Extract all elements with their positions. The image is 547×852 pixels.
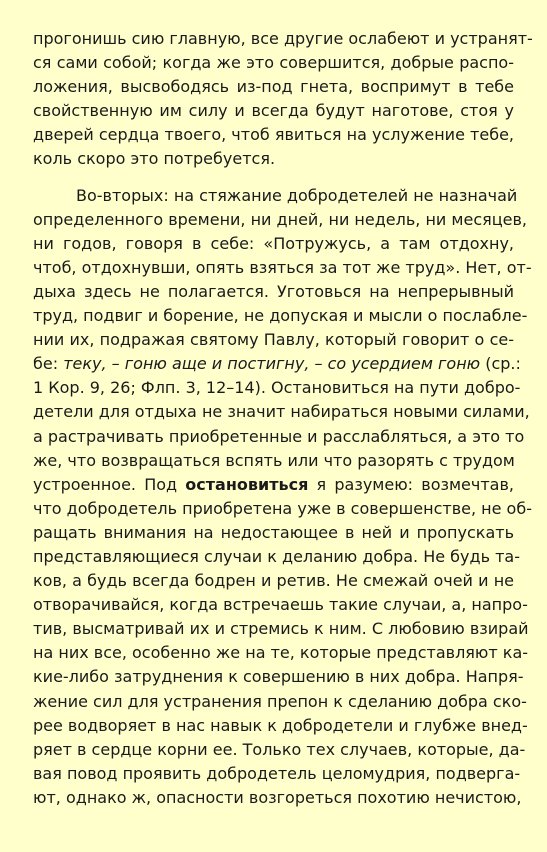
- text-segment: отворачивайся, когда встречаешь такие случаи, а, напро-: [33, 595, 528, 615]
- text-segment: же, что возвращаться вспять или что разорять с трудом: [33, 450, 515, 470]
- text-segment: ют, однако ж, опасности возгореться похотию нечистою,: [33, 787, 522, 807]
- text-line: [33, 449, 514, 473]
- text-line: [33, 714, 528, 738]
- text-line: [33, 99, 514, 123]
- text-segment: ращать внимания на недостающее в ней и пропускать: [33, 522, 514, 542]
- text-segment: Во-вторых: на стяжание добродетелей не назначай: [76, 185, 518, 205]
- text-segment: ни годов, говоря в себе: «Потружусь, а там отдохну,: [33, 233, 514, 253]
- text-line: [33, 256, 532, 280]
- text-line: [33, 184, 518, 208]
- text-line: [33, 232, 514, 256]
- text-line: [33, 617, 529, 641]
- text-line: [33, 208, 527, 232]
- text-line: [33, 400, 530, 424]
- text-segment: жение сил для устранения препон к сделанию добра ско-: [33, 691, 527, 711]
- text-segment: ков, а будь всегда бодрен и ретив. Не смежай очей и не: [33, 571, 514, 591]
- text-segment: нии их, подражая святому Павлу, который говорит о се-: [33, 330, 514, 350]
- text-segment: свойственную им силу и всегда будут наготове, стоя у: [33, 101, 514, 121]
- text-line: [33, 328, 514, 352]
- paragraph: [33, 27, 533, 172]
- text-line: [33, 521, 514, 545]
- text-segment: чтоб, отдохнувши, опять взяться за тот же труд». Нет, от-: [33, 257, 532, 277]
- text-line: [33, 27, 533, 51]
- text-line: [33, 545, 520, 569]
- text-segment: 1 Кор. 9, 26; Флп. 3, 12–14). Остановиться на пути добро-: [33, 378, 521, 398]
- text-line: [33, 304, 528, 328]
- text-segment: тив, высматривай их и стремись к ним. С любовию взирай: [33, 619, 529, 639]
- text-segment: (ср.:: [480, 354, 521, 374]
- text-segment: вая повод проявить добродетель целомудрия, подверга-: [33, 763, 521, 783]
- text-segment: представляющиеся случаи к деланию добра. Не будь та-: [33, 546, 520, 566]
- text-segment: устроенное. Под: [33, 474, 186, 494]
- text-segment: я разумею: возмечтав,: [308, 474, 514, 494]
- text-segment: дверей сердца твоего, чтоб явиться на услужение тебе,: [33, 125, 514, 145]
- text-segment: дыха здесь не полагается. Уготовься на непрерывный: [33, 281, 514, 301]
- text-segment: определенного времени, ни дней, ни недель, ни месяцев,: [33, 209, 527, 229]
- text-segment: прогонишь сию главную, все другие ослабеют и устранят-: [33, 29, 533, 48]
- text-segment: бе:: [33, 354, 64, 374]
- text-segment: ложения, высвободясь из-под гнета, воспримут в тебе: [33, 77, 514, 97]
- text-line: [33, 593, 528, 617]
- text-segment: кие-либо затруднения к совершению в них добра. Напря-: [33, 667, 524, 687]
- text-line: [33, 569, 514, 593]
- text-line: [33, 376, 521, 400]
- paragraph: [33, 184, 532, 810]
- text-segment: а растрачивать приобретенные и расслабляться, а это то: [33, 426, 525, 446]
- text-segment: труд, подвиг и борение, не допуская и мысли о послабле-: [33, 306, 528, 326]
- text-line: [33, 690, 527, 714]
- text-segment: ся сами собой; когда же это совершится, добрые распо-: [33, 53, 514, 73]
- text-line: [33, 123, 514, 147]
- text-line: [33, 75, 514, 99]
- text-segment: детели для отдыха не значит набираться новыми силами,: [33, 402, 530, 422]
- text-line: [33, 762, 521, 786]
- text-segment: ряет в сердце корни ее. Только тех случаев, которые, да-: [33, 739, 526, 759]
- text-line: [33, 51, 514, 75]
- text-line: [33, 786, 522, 810]
- bold-term: остановиться: [185, 474, 309, 494]
- text-segment: на них все, особенно же на те, которые представляют ка-: [33, 643, 529, 663]
- text-segment: коль скоро это потребуется.: [33, 149, 276, 169]
- text-segment: что добродетель приобретена уже в совершенстве, не об-: [33, 498, 532, 518]
- text-line: [33, 425, 525, 449]
- text-line: [33, 473, 514, 497]
- text-segment: рее водворяет в нас навык к добродетели и глубже внед-: [33, 715, 528, 735]
- text-line: [33, 641, 529, 665]
- text-line: [33, 738, 526, 762]
- paragraph-gap: [33, 172, 514, 184]
- text-line: [33, 352, 521, 376]
- text-line: [33, 497, 532, 521]
- italic-quote: теку, – гоню аще и постигну, – со усердием гоню: [63, 354, 481, 374]
- text-line: [33, 147, 514, 171]
- text-line: [33, 280, 514, 304]
- text-line: [33, 665, 524, 689]
